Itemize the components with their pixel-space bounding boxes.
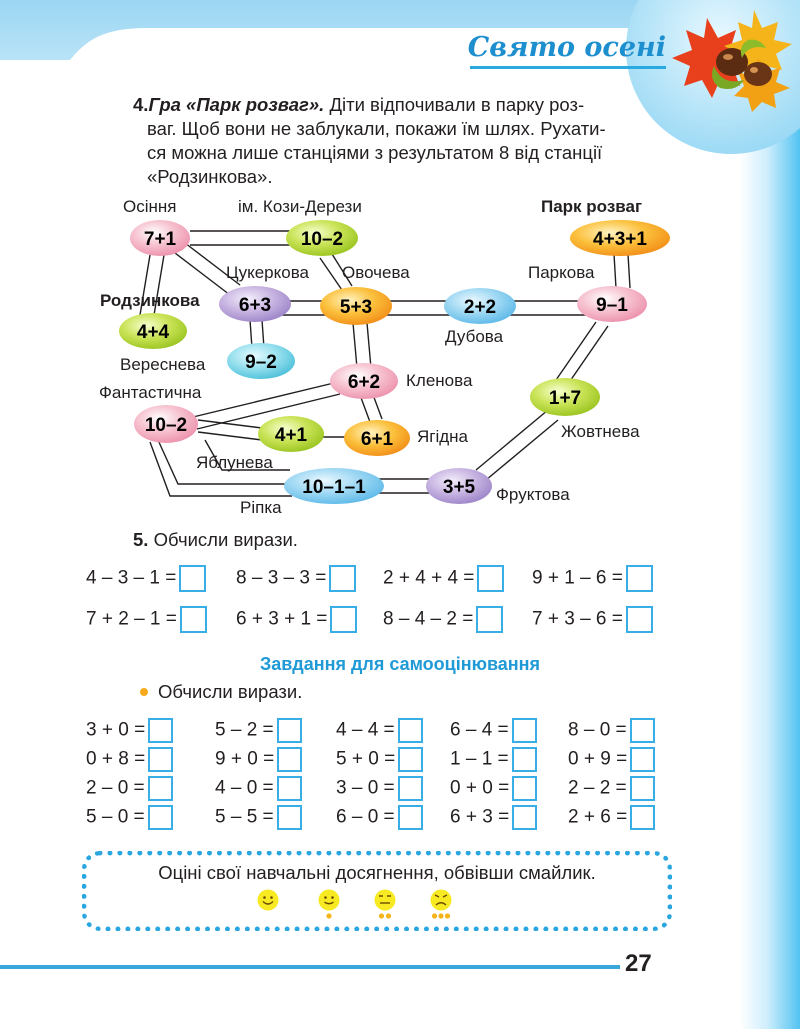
expression-text: 5 – 2 = bbox=[215, 719, 274, 741]
smiley-happy-icon[interactable] bbox=[256, 888, 280, 912]
task4-name: Гра «Парк розваг». bbox=[148, 94, 325, 115]
task5-row-2 bbox=[86, 606, 676, 636]
station-ovocheva bbox=[320, 287, 392, 325]
expression bbox=[568, 747, 655, 772]
self-instruction: Обчисли вирази. bbox=[158, 681, 303, 702]
expression-text: 0 + 9 = bbox=[568, 748, 628, 770]
label-fruktova: Фруктова bbox=[496, 485, 570, 504]
station-rodzynkova bbox=[119, 313, 187, 349]
footer-line bbox=[0, 965, 620, 969]
expression bbox=[86, 805, 173, 830]
expression-text: 6 – 4 = bbox=[450, 719, 509, 741]
station-veresneva-expr: 9–2 bbox=[245, 352, 277, 373]
answer-box[interactable] bbox=[398, 776, 423, 801]
self-assessment-heading: Завдання для самооцінювання bbox=[259, 654, 541, 674]
station-klenova-expr: 6+2 bbox=[347, 372, 381, 393]
station-yabluneva-expr: 4+1 bbox=[274, 425, 308, 446]
expression-text: 4 – 0 = bbox=[215, 777, 274, 799]
expression-text: 8 – 4 – 2 = bbox=[383, 608, 474, 630]
expression bbox=[86, 776, 173, 801]
answer-box[interactable] bbox=[476, 606, 503, 633]
station-park bbox=[570, 220, 670, 256]
smiley-smile-icon[interactable] bbox=[316, 888, 342, 922]
task4-line3: ся можна лише станціями з результатом 8 від станції bbox=[147, 142, 603, 163]
self-grid bbox=[86, 718, 676, 834]
station-dubova bbox=[444, 288, 516, 324]
expression bbox=[532, 606, 653, 633]
station-kozy-expr: 10–2 bbox=[300, 229, 344, 250]
expression bbox=[450, 805, 537, 830]
answer-box[interactable] bbox=[626, 606, 653, 633]
expression bbox=[450, 718, 537, 743]
answer-box[interactable] bbox=[179, 565, 206, 592]
answer-box[interactable] bbox=[630, 805, 655, 830]
station-veresneva bbox=[227, 343, 295, 379]
expression bbox=[336, 718, 423, 743]
station-yabluneva bbox=[258, 416, 324, 452]
expression-text: 1 – 1 = bbox=[450, 748, 509, 770]
answer-box[interactable] bbox=[148, 718, 173, 743]
answer-box[interactable] bbox=[512, 805, 537, 830]
station-park-expr: 4+3+1 bbox=[593, 229, 647, 250]
expression-text: 4 – 4 = bbox=[336, 719, 395, 741]
expression bbox=[383, 606, 503, 633]
label-yahidna: Ягідна bbox=[417, 427, 469, 446]
label-ripka: Ріпка bbox=[240, 498, 282, 517]
expression bbox=[383, 565, 504, 592]
station-ripka-expr: 10–1–1 bbox=[302, 477, 366, 498]
label-veresneva: Вереснева bbox=[120, 355, 206, 374]
expression-text: 0 + 0 = bbox=[450, 777, 510, 799]
task4-line2: ваг. Щоб вони не заблукали, покажи їм шлях. Рухати- bbox=[147, 118, 606, 139]
answer-box[interactable] bbox=[398, 747, 423, 772]
self-row-3 bbox=[86, 776, 676, 804]
expression-text: 6 + 3 = bbox=[450, 806, 510, 828]
label-yabluneva: Яблунева bbox=[196, 453, 273, 472]
expression bbox=[450, 747, 537, 772]
station-tsukerkova bbox=[219, 286, 291, 322]
answer-box[interactable] bbox=[329, 565, 356, 592]
label-osinnia: Осіння bbox=[123, 197, 177, 216]
expression bbox=[336, 747, 423, 772]
station-ovocheva-expr: 5+3 bbox=[339, 297, 373, 318]
task5-heading bbox=[133, 528, 298, 552]
expression bbox=[86, 718, 173, 743]
expression-text: 3 + 0 = bbox=[86, 719, 146, 741]
station-fruktova bbox=[426, 468, 492, 504]
expression-text: 8 – 0 = bbox=[568, 719, 627, 741]
expression-text: 6 + 3 + 1 = bbox=[236, 608, 328, 630]
answer-box[interactable] bbox=[148, 747, 173, 772]
expression bbox=[215, 718, 302, 743]
station-osinnia-expr: 7+1 bbox=[143, 229, 177, 250]
expression-text: 4 – 3 – 1 = bbox=[86, 567, 177, 589]
expression bbox=[215, 747, 302, 772]
answer-box[interactable] bbox=[148, 805, 173, 830]
answer-box[interactable] bbox=[630, 776, 655, 801]
expression bbox=[568, 776, 655, 801]
expression-text: 9 + 0 = bbox=[215, 748, 275, 770]
expression bbox=[336, 805, 423, 830]
station-ripka bbox=[284, 468, 384, 504]
expression bbox=[215, 805, 302, 830]
expression bbox=[568, 805, 655, 830]
expression-text: 2 + 4 + 4 = bbox=[383, 567, 475, 589]
station-yahidna-expr: 6+1 bbox=[360, 429, 394, 450]
task5-number: 5. bbox=[133, 529, 149, 550]
answer-box[interactable] bbox=[277, 747, 302, 772]
station-rodzynkova-expr: 4+4 bbox=[136, 322, 170, 343]
page-title: Свято осені bbox=[467, 32, 666, 63]
expression bbox=[86, 606, 207, 633]
answer-box[interactable] bbox=[512, 747, 537, 772]
task5-text: Обчисли вирази. bbox=[153, 529, 298, 550]
task4-line1: Діти відпочивали в парку роз- bbox=[329, 94, 585, 115]
answer-box[interactable] bbox=[398, 805, 423, 830]
station-yahidna bbox=[344, 420, 410, 456]
answer-box[interactable] bbox=[180, 606, 207, 633]
bullet-dot-icon bbox=[140, 688, 148, 696]
expression-text: 9 + 1 – 6 = bbox=[532, 567, 623, 589]
expression-text: 2 – 2 = bbox=[568, 777, 627, 799]
answer-box[interactable] bbox=[630, 718, 655, 743]
task4-line4: «Родзинкова». bbox=[147, 166, 273, 187]
station-parkova bbox=[577, 286, 647, 322]
expression-text: 3 – 0 = bbox=[336, 777, 395, 799]
label-rodzynkova: Родзинкова bbox=[100, 291, 200, 310]
answer-box[interactable] bbox=[277, 805, 302, 830]
answer-box[interactable] bbox=[630, 747, 655, 772]
expression-text: 6 – 0 = bbox=[336, 806, 395, 828]
station-tsukerkova-expr: 6+3 bbox=[238, 295, 272, 316]
station-klenova bbox=[330, 363, 398, 399]
answer-box[interactable] bbox=[512, 776, 537, 801]
expression-text: 5 – 0 = bbox=[86, 806, 145, 828]
station-kozy bbox=[286, 220, 358, 256]
expression bbox=[86, 565, 206, 592]
expression-text: 5 – 5 = bbox=[215, 806, 274, 828]
expression-text: 2 + 6 = bbox=[568, 806, 628, 828]
label-parkova: Паркова bbox=[528, 263, 595, 282]
answer-box[interactable] bbox=[477, 565, 504, 592]
expression-text: 7 + 3 – 6 = bbox=[532, 608, 623, 630]
expression bbox=[236, 565, 356, 592]
expression bbox=[336, 776, 423, 801]
answer-box[interactable] bbox=[512, 718, 537, 743]
answer-box[interactable] bbox=[330, 606, 357, 633]
task4-number: 4. bbox=[133, 94, 149, 115]
station-parkova-expr: 9–1 bbox=[596, 295, 628, 316]
answer-box[interactable] bbox=[148, 776, 173, 801]
smiley-sad-icon[interactable] bbox=[426, 888, 456, 922]
expression-text: 5 + 0 = bbox=[336, 748, 396, 770]
expression-text: 0 + 8 = bbox=[86, 748, 146, 770]
label-tsukerkova: Цукеркова bbox=[226, 263, 309, 282]
self-row-2 bbox=[86, 747, 676, 775]
answer-box[interactable] bbox=[277, 776, 302, 801]
expression bbox=[86, 747, 173, 772]
expression-text: 2 – 0 = bbox=[86, 777, 145, 799]
expression bbox=[236, 606, 357, 633]
station-fantastychna-expr: 10–2 bbox=[144, 415, 188, 436]
self-row-4 bbox=[86, 805, 676, 833]
page-number: 27 bbox=[625, 950, 652, 977]
answer-box[interactable] bbox=[626, 565, 653, 592]
answer-box[interactable] bbox=[277, 718, 302, 743]
station-zhovtneva-expr: 1+7 bbox=[548, 388, 582, 409]
expression-text: 8 – 3 – 3 = bbox=[236, 567, 327, 589]
self-row-1 bbox=[86, 718, 676, 746]
expression bbox=[450, 776, 537, 801]
self-assessment-text: Оцінi свої навчальні досягнення, обвівши смайлик. bbox=[158, 862, 596, 883]
expression bbox=[532, 565, 653, 592]
label-park: Парк розваг bbox=[541, 197, 643, 216]
smiley-neutral-icon[interactable] bbox=[371, 888, 399, 922]
expression bbox=[568, 718, 655, 743]
expression-text: 7 + 2 – 1 = bbox=[86, 608, 177, 630]
label-zhovtneva: Жовтнева bbox=[561, 422, 640, 441]
label-dubova: Дубова bbox=[445, 327, 504, 346]
station-osinnia bbox=[130, 220, 190, 256]
label-kozy: ім. Кози-Дерези bbox=[238, 197, 362, 216]
answer-box[interactable] bbox=[398, 718, 423, 743]
station-dubova-expr: 2+2 bbox=[463, 297, 497, 318]
expression bbox=[215, 776, 302, 801]
label-klenova: Кленова bbox=[406, 371, 473, 390]
label-ovocheva: Овочева bbox=[342, 263, 410, 282]
station-fruktova-expr: 3+5 bbox=[442, 477, 476, 498]
label-fantastychna: Фантастична bbox=[99, 383, 202, 402]
task5-row-1 bbox=[86, 565, 676, 595]
station-zhovtneva bbox=[530, 378, 600, 416]
station-fantastychna bbox=[134, 405, 198, 443]
